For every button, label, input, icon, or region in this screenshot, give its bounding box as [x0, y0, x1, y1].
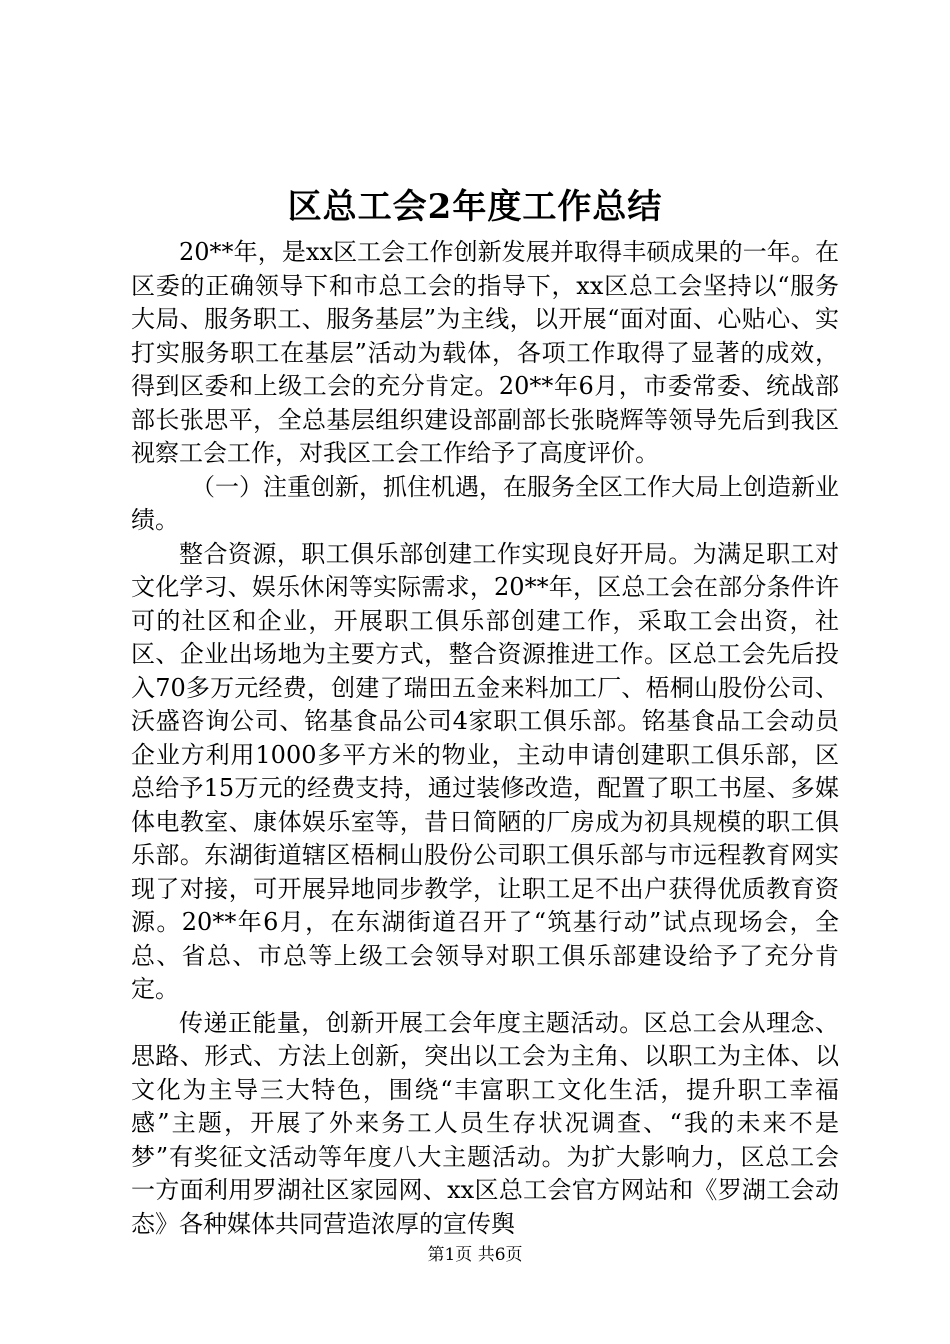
paragraph-club: 整合资源，职工俱乐部创建工作实现良好开局。为满足职工对文化学习、娱乐休闲等实际需求，20**年，区总工会在部分条件许可的社区和企业，开展职工俱乐部创建工作，采取工会出资，社区、企业出场地为主要方式，整合资源推进工作。区总工会先后投入70多万元经费，创建了瑞田五金来料加工厂、梧桐山股份公司、沃盛咨询公司、铭基食品公司4家职工俱乐部。铭基食品工会动员企业方利用1000多平方米的物业，主动申请创建职工俱乐部，区总给予15万元的经费支持，通过装修改造，配置了职工书屋、多媒体电教室、康体娱乐室等，昔日简陋的厂房成为初具规模的职工俱乐部。东湖街道辖区梧桐山股份公司职工俱乐部与市远程教育网实现了对接，可开展异地同步教学，让职工足不出户获得优质教育资源。20**年6月，在东湖街道召开了“筑基行动”试点现场会，全总、省总、市总等上级工会领导对职工俱乐部建设给予了充分肯定。 [131, 539, 839, 1003]
document-title: 区总工会2年度工作总结 [287, 187, 663, 227]
paragraph-theme-activities: 传递正能量，创新开展工会年度主题活动。区总工会从理念、思路、形式、方法上创新，突出以工会为主角、以职工为主体、以文化为主导三大特色，围绕“丰富职工文化生活，提升职工幸福感”主题，开展了外来务工人员生存状况调查、“我的未来不是梦”有奖征文活动等年度八大主题活动。为扩大影响力，区总工会一方面利用罗湖社区家园网、xx区总工会官方网站和《罗湖工会动态》各种媒体共同营造浓厚的宣传舆 [131, 1008, 839, 1238]
page-footer: 第1页 共6页 [427, 1245, 523, 1265]
document-body [131, 236, 839, 1241]
paragraph-intro: 20**年，是xx区工会工作创新发展并取得丰硕成果的一年。在区委的正确领导下和市总工会的指导下，xx区总工会坚持以“服务大局、服务职工、服务基层”为主线，以开展“面对面、心贴心、实打实服务职工在基层”活动为载体，各项工作取得了显著的成效，得到区委和上级工会的充分肯定。20**年6月，市委常委、统战部部长张思平，全总基层组织建设部副部长张晓辉等领导先后到我区视察工会工作，对我区工会工作给予了高度评价。 [131, 238, 839, 467]
section-heading: （一）注重创新，抓住机遇，在服务全区工作大局上创造新业绩。 [131, 472, 839, 534]
